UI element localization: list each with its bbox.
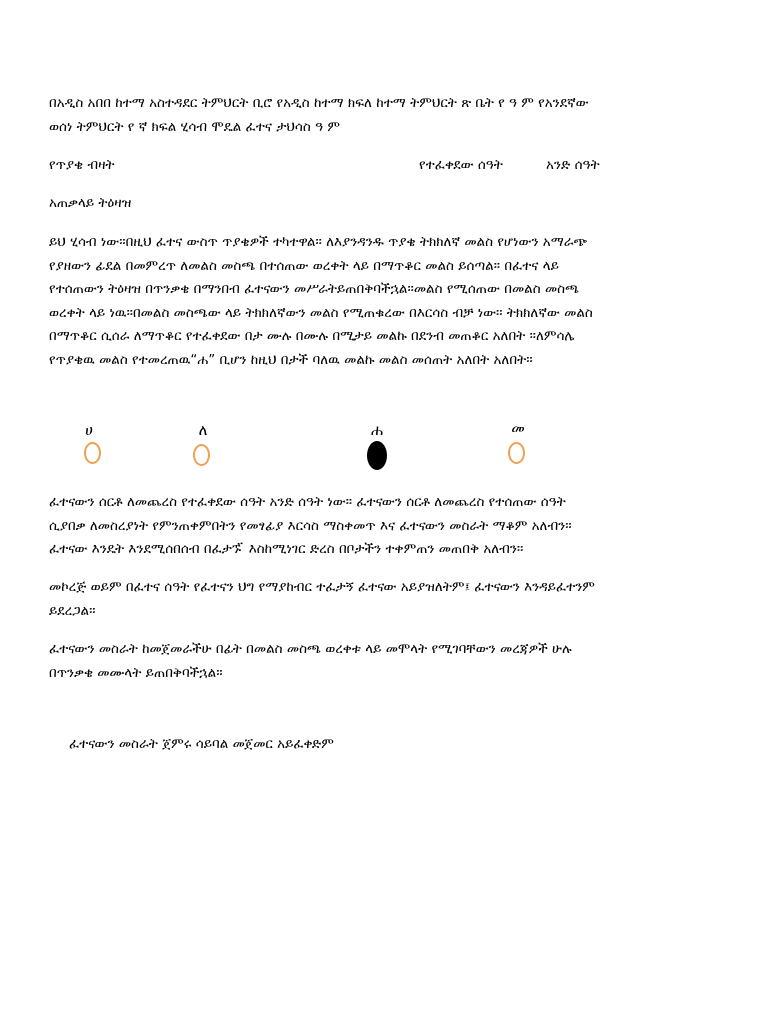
fill-paragraph bbox=[49, 638, 709, 685]
option-label-le: ለ bbox=[198, 421, 208, 439]
cheating-line: መኮረጅ ወይም በፈተና ሰዓት የፈተናን ህግ የማያከብር ተፈታኝ ፈተናው አይያዝለትም፤ ፈተናውን እንዳይፈተንም bbox=[49, 579, 595, 595]
start-notice: ፈተናውን መስራት ጀምሩ ሳይባል መጀመር አይፈቀድም bbox=[69, 736, 334, 752]
header-line-1: በአዲስ አበበ ከተማ አስተዳደር ትምህርት ቢሮ የአዲስ ከተማ ክፍለ ከተማ ትምህርት ጽ ቤት የ ዓ ም የአንደኛው bbox=[49, 95, 589, 111]
instruction-line: ወረቀት ላይ ነዉ፡፡በመልስ መስጫው ላይ ትክክለኛውን መልስ የሚጠቁረው በእርሳስ ብቻ ነው፡፡ ትክክለኛው መልስ bbox=[49, 304, 593, 321]
question-count-label: የጥያቄ ብዛት bbox=[49, 157, 115, 173]
header-line-2: ወሰነ ትምህርት የ ኛ ክፍል ሂሳብ ሞዴል ፈተና ታህሳስ ዓ ም bbox=[49, 119, 340, 135]
general-instructions-title: አጠቃላይ ትዕዛዝ bbox=[49, 195, 132, 211]
cheating-paragraph bbox=[49, 576, 709, 623]
option-label-hha: ሐ bbox=[370, 421, 384, 439]
answer-bubble-filled bbox=[367, 441, 387, 470]
time-line: ሲያበቃ ለመስረያነት የምንጠቀምበትን የመፃፊያ እርሳስ ማስቀመጥ እና ፈተናውን መስራት ማቆም አለብን፡፡ bbox=[49, 517, 572, 534]
time-paragraph bbox=[49, 491, 709, 562]
instruction-line: የጥያቄዉ መልስ የተመረጠዉ“ሐ” ቢሆን ከዚህ በታች ባለዉ መልኩ መልስ መሰጠት አለበት አለበት፡፡ bbox=[49, 351, 533, 368]
instruction-line: ይህ ሂሳብ ነው፡፡በዚህ ፈተና ውስጥ ጥያቄዎች ተካተዋል፡፡ ለእያንዳንዱ ጥያቄ ትክክለኛ መልስ የሆነውን አማራጭ bbox=[49, 234, 588, 250]
instruction-line: የተሰጠውን ትዕዛዝ በጥንቃቄ በማንበብ ፈተናውን መሥራትይጠበቅባችኋል፡፡መልስ የሚሰጠው በመልስ መስጫ bbox=[49, 281, 579, 298]
instruction-paragraph bbox=[49, 231, 709, 373]
time-allowed-label: የተፈቀደው ሰዓት bbox=[419, 157, 503, 173]
option-label-me: መ bbox=[511, 419, 525, 437]
time-allowed-value: አንድ ሰዓት bbox=[546, 157, 600, 173]
answer-bubble-empty bbox=[84, 442, 101, 464]
instruction-line: በማጥቆር ሲሰራ ለማጥቆር የተፈቀደው በታ ሙሉ በሙሉ በሚታይ መልኩ በደንብ መጠቆር አለበት ፡፡ለምሳሌ bbox=[49, 328, 575, 345]
instruction-line: የያዘውን ፊደል በመምረጥ ለመልስ መስጫ በተሰጠው ወረቀት ላይ በማጥቆር መልስ ይሰጣል፡፡ በፈተና ላይ bbox=[49, 257, 559, 274]
time-line: ፈተናው እንዴት እንደሚሰበሰብ በፈታኙ ፟ እስከሚነገር ድረስ በቦታችን ተቀምጠን መጠበቅ አለብን፡፡ bbox=[49, 541, 524, 558]
option-label-ha: ሀ bbox=[85, 421, 93, 439]
cheating-line: ይደረጋል፡፡ bbox=[49, 602, 96, 619]
time-line: ፈተናውን ሰርቶ ለመጨረስ የተፈቀደው ሰዓት አንድ ሰዓት ነው፡፡ ፈተናውን ሰርቶ ለመጨረስ የተሰጠው ሰዓት bbox=[49, 494, 566, 510]
answer-bubble-empty bbox=[193, 444, 210, 466]
fill-line: በጥንቃቄ መሙላት ይጠበቅባችኋል፡፡ bbox=[49, 664, 223, 681]
fill-line: ፈተናውን መስራት ከመጀመራችሁ በፊት በመልስ መስጫ ወረቀቱ ላይ መሞላት የሚገባቸውን መረጃዎች ሁሉ bbox=[49, 641, 572, 657]
answer-bubble-empty bbox=[508, 442, 525, 464]
